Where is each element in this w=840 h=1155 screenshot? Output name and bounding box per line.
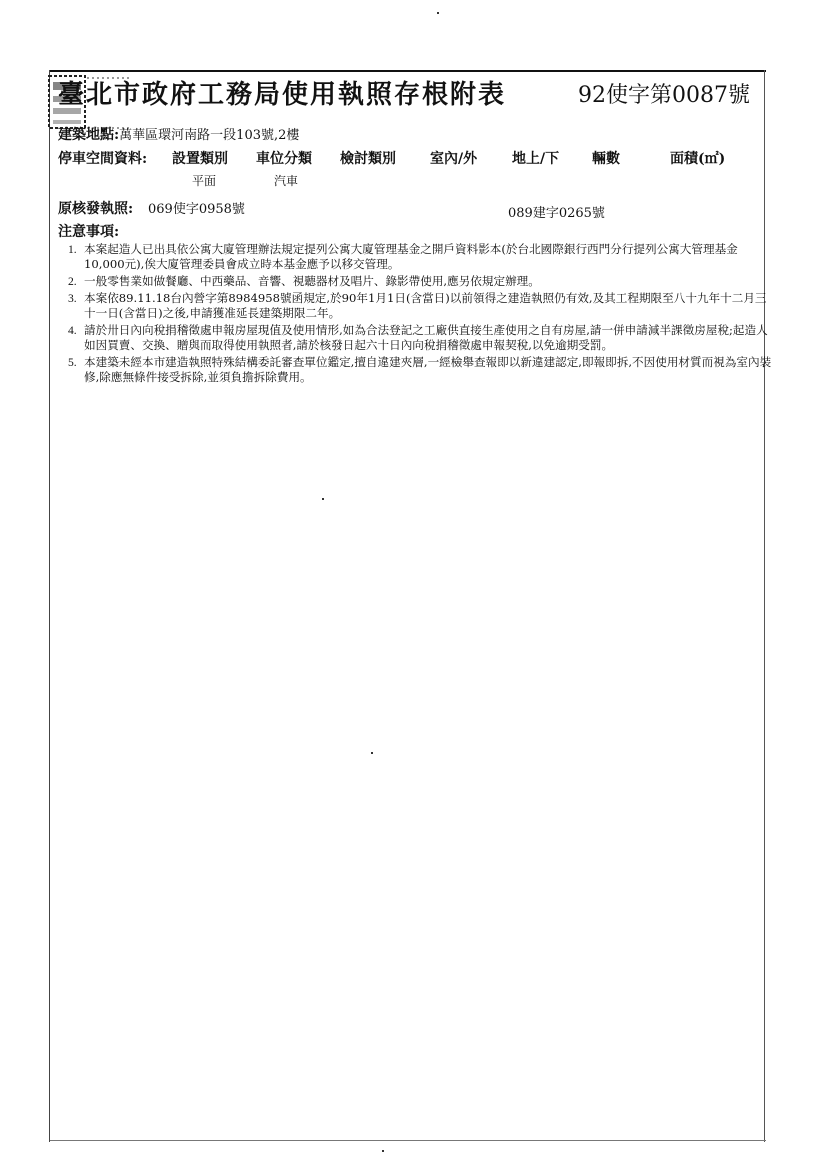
parking-col-setup-type: 設置類別 <box>172 151 228 167</box>
border-left <box>49 70 50 1142</box>
notes-list <box>62 242 778 387</box>
note-text: 本案依89.11.18台內營字第8984958號函規定,於90年1月1日(含當日)以前領得之建造執照仍有效,及其工程期限至八十九年十二月三十一日(含當日)之後,申請獲准延長建築期限二年。 <box>84 291 767 320</box>
parking-col-area: 面積(㎡) <box>670 151 726 167</box>
border-bottom <box>50 1140 766 1141</box>
note-number: 1. <box>68 243 77 256</box>
parking-space-class-value: 汽車 <box>274 174 299 188</box>
note-item <box>62 323 778 353</box>
note-item <box>62 355 778 385</box>
border-right <box>764 70 765 1142</box>
note-item <box>62 274 778 289</box>
note-item <box>62 291 778 321</box>
parking-setup-type-value: 平面 <box>192 174 217 188</box>
note-text: 本案起造人已出具依公寓大廈管理辦法規定提列公寓大廈管理基金之開戶資料影本(於台北國際銀行西門分行提列公寓大管理基金10,000元),俟大廈管理委員會成立時本基金應予以移交管理。 <box>84 242 738 271</box>
parking-label: 停車空間資料: <box>58 151 148 167</box>
address-value: 萬華區環河南路一段103號,2樓 <box>119 128 300 143</box>
note-number: 4. <box>68 324 77 337</box>
note-text: 本建築未經本市建造執照特殊結構委託審查單位鑑定,擅自違建夾層,一經檢舉查報即以新違建認定,即報即拆,不因使用材質而視為室內裝修,除應無條件接受拆除,並須負擔拆除費用。 <box>84 355 772 384</box>
parking-col-count: 輛數 <box>592 151 620 167</box>
parking-col-above-below: 地上/下 <box>512 151 560 167</box>
scan-speck <box>322 498 324 500</box>
parking-col-indoor-outdoor: 室內/外 <box>430 151 478 167</box>
scan-speck <box>382 1150 384 1152</box>
original-license-label: 原核發執照: <box>58 201 134 217</box>
parking-col-review-type: 檢討類別 <box>340 151 396 167</box>
address-row <box>58 124 299 144</box>
note-number: 5. <box>68 356 77 369</box>
note-number: 3. <box>68 292 77 305</box>
parking-values-row <box>58 172 758 190</box>
original-build-license: 089建字0265號 <box>508 206 605 221</box>
license-number: 92使字第0087號 <box>578 83 750 108</box>
scan-speck <box>371 752 373 754</box>
parking-header-row <box>58 148 758 168</box>
original-use-license: 069使字0958號 <box>148 202 245 217</box>
address-label: 建築地點: <box>58 127 120 143</box>
note-number: 2. <box>68 275 77 288</box>
note-item <box>62 242 778 272</box>
parking-col-space-class: 車位分類 <box>256 151 312 167</box>
note-text: 一般零售業如做餐廳、中西藥品、音響、視聽器材及唱片、錄影帶使用,應另依規定辦理。 <box>84 274 540 288</box>
note-text: 請於卅日內向稅捐稽徵處申報房屋現值及使用情形,如為合法登記之工廠供直接生產使用之自有房屋,請一併申請減半課徵房屋稅;起造人如因買賣、交換、贈與而取得使用執照者,請於核發日起六十日內向稅捐稽徵處申報契稅,以免逾期受罰。 <box>84 323 768 352</box>
scan-speck <box>437 12 439 14</box>
original-license-row <box>58 198 758 221</box>
border-top <box>50 70 766 72</box>
notes-title: 注意事項: <box>58 224 120 240</box>
page-title: 臺北市政府工務局使用執照存根附表 <box>58 80 507 110</box>
